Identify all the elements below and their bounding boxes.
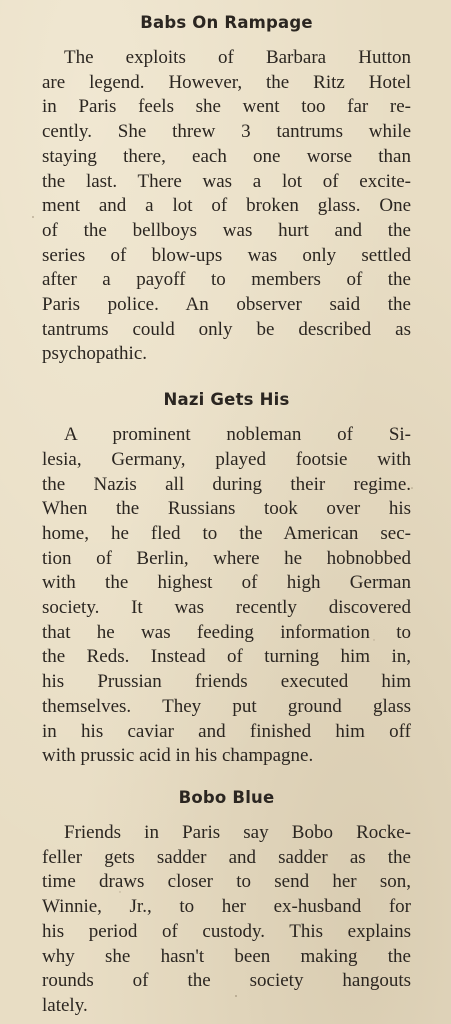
text-line: with the highest of high German <box>42 572 411 594</box>
section-body <box>42 423 411 769</box>
section-body <box>42 46 411 367</box>
text-line: the Reds. Instead of turning him in, <box>42 646 411 668</box>
text-line: his Prussian friends executed him <box>42 671 411 693</box>
text-line: A prominent nobleman of Si- <box>64 424 411 446</box>
text-line: tantrums could only be described as <box>42 318 411 340</box>
text-line: staying there, each one worse than <box>42 145 411 167</box>
text-line: Winnie, Jr., to her ex-husband for <box>42 896 411 918</box>
text-line: with prussic acid in his champagne. <box>42 745 314 767</box>
text-line: series of blow-ups was only settled <box>42 244 411 266</box>
text-line: rounds of the society hangouts <box>42 970 411 992</box>
text-line: time draws closer to send her son, <box>42 871 411 893</box>
section-heading: Nazi Gets His <box>163 390 290 410</box>
section-nazi-gets-his <box>42 385 411 769</box>
text-line: why she hasn't been making the <box>42 945 411 967</box>
text-line: in his caviar and finished him off <box>42 720 411 742</box>
text-line: after a payoff to members of the <box>42 269 411 291</box>
text-line: the last. There was a lot of excite- <box>42 170 411 192</box>
text-line: tion of Berlin, where he hobnobbed <box>42 547 411 569</box>
text-line: are legend. However, the Ritz Hotel <box>42 71 411 93</box>
text-line: the Nazis all during their regime. <box>42 473 411 495</box>
text-line: Paris police. An observer said the <box>42 294 411 316</box>
text-line: Friends in Paris say Bobo Rocke- <box>64 821 411 843</box>
text-line: society. It was recently discovered <box>42 597 411 619</box>
text-line: lesia, Germany, played footsie with <box>42 448 411 470</box>
text-line: that he was feeding information to <box>42 621 411 643</box>
text-line: psychopathic. <box>42 343 148 365</box>
text-line: of the bellboys was hurt and the <box>42 219 411 241</box>
section-heading: Bobo Blue <box>178 787 275 807</box>
text-line: The exploits of Barbara Hutton <box>64 47 411 68</box>
text-line: ment and a lot of broken glass. One <box>42 195 411 217</box>
section-babs-on-rampage <box>42 8 411 367</box>
text-line: home, he fled to the American sec- <box>42 522 411 544</box>
text-line: themselves. They put ground glass <box>42 695 411 717</box>
text-line: feller gets sadder and sadder as the <box>42 846 411 868</box>
section-body <box>42 821 411 1019</box>
text-line: cently. She threw 3 tantrums while <box>42 121 411 143</box>
text-line: When the Russians took over his <box>42 498 411 520</box>
text-line: his period of custody. This explains <box>42 920 411 942</box>
text-line: in Paris feels she went too far re- <box>42 96 411 118</box>
text-line: lately. <box>42 994 88 1016</box>
section-heading: Babs On Rampage <box>140 13 313 32</box>
section-bobo-blue <box>42 783 411 1019</box>
